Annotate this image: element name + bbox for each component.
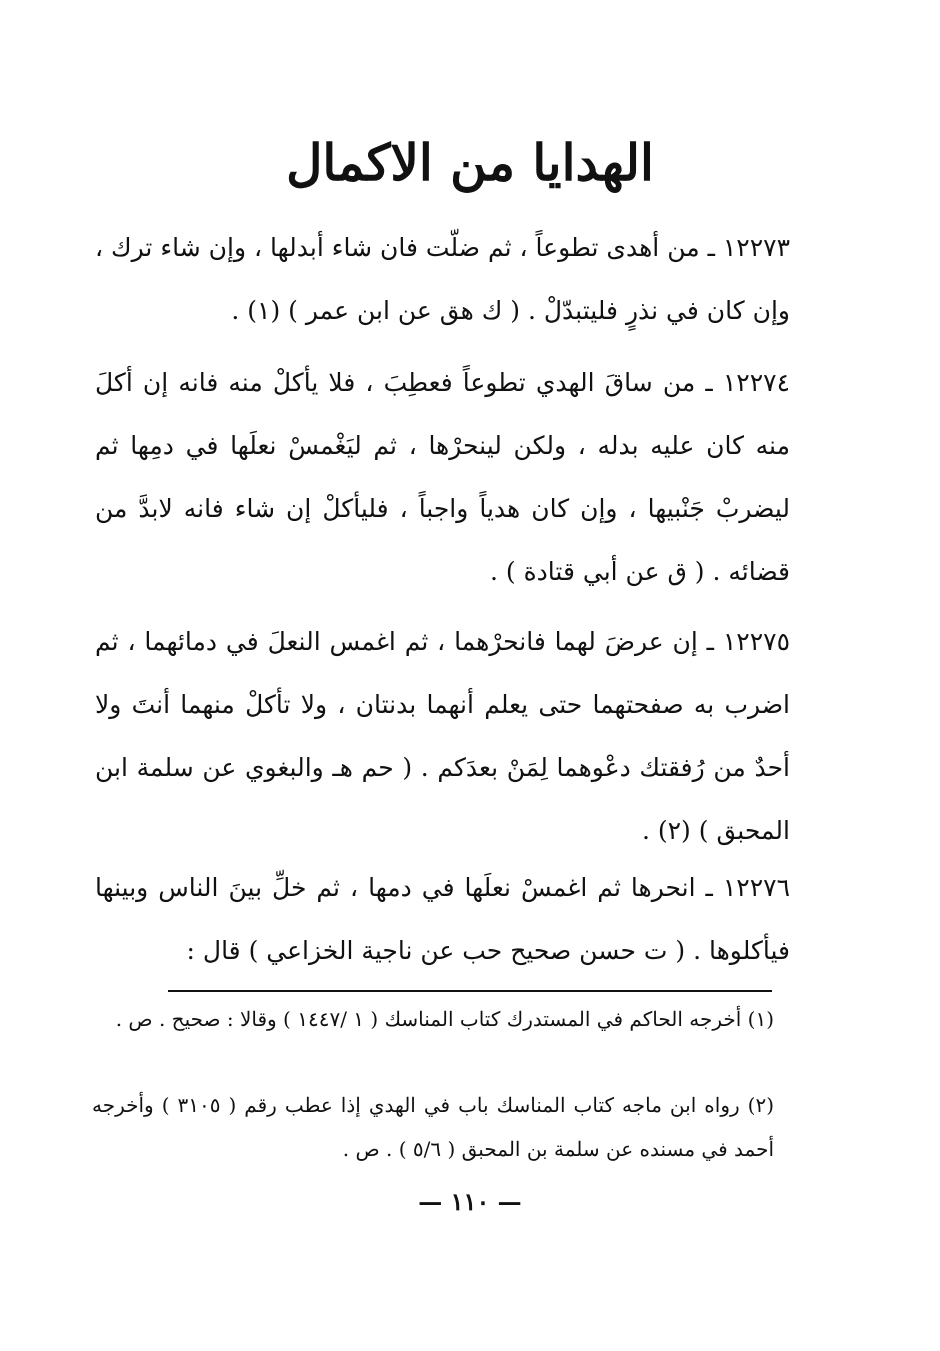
hadith-paragraph-12275: ١٢٢٧٥ ـ إن عرضَ لهما فانحرْهما ، ثم اغمس النعلَ في دمائهما ، ثم اضرب به صفحتهما حتى يعلم أنهما بدنتان ، ولا تأكلْ منهما أنتَ ولا أحدٌ من رُفقتك دعْوهما لِمَنْ بعدَكم . ( حم هـ والبغوي عن سلمة ابن المحبق ) (٢) . xyxy=(95,627,790,845)
hadith-paragraph-12274: ١٢٢٧٤ ـ من ساقَ الهدي تطوعاً فعطِبَ ، فلا يأكلْ منه فانه إن أكلَ منه كان عليه بدله ، ولكن لينحرْها ، ثم ليَغْمسْ نعلَها في دمِها ثم ليضربْ جَنْبيها ، وإن كان هدياً واجباً ، فليأكلْ إن شاء فانه لابدَّ من قضائه . ( ق عن أبي قتادة ) . xyxy=(95,368,790,586)
footnote-divider xyxy=(168,990,772,992)
hadith-paragraph-12273: ١٢٢٧٣ ـ من أهدى تطوعاً ، ثم ضلّت فان شاء أبدلها ، وإن شاء ترك ، وإن كان في نذرٍ فليتبدّلْ . ( ك هق عن ابن عمر ) (١) . xyxy=(95,233,790,325)
page-number: — ١١٠ — xyxy=(418,1187,522,1216)
footnote-1: (١) أخرجه الحاكم في المستدرك كتاب المناسك ( ١ /١٤٤٧ ) وقالا : صحيح . ص . xyxy=(115,1007,774,1031)
section-title: الهدايا من الاكمال xyxy=(286,133,654,192)
footnote-2: (٢) رواه ابن ماجه كتاب المناسك باب في الهدي إذا عطب رقم ( ٣١٠٥ ) وأخرجه أحمد في مسنده عن سلمة بن المحبق ( ٥/٦ ) . ص . xyxy=(92,1093,775,1161)
hadith-paragraph-12276: ١٢٢٧٦ ـ انحرها ثم اغمسْ نعلَها في دمها ، ثم خلِّ بينَ الناس وبينها فيأكلوها . ( ت حسن صحيح حب عن ناجية الخزاعي ) قال : xyxy=(95,873,790,965)
